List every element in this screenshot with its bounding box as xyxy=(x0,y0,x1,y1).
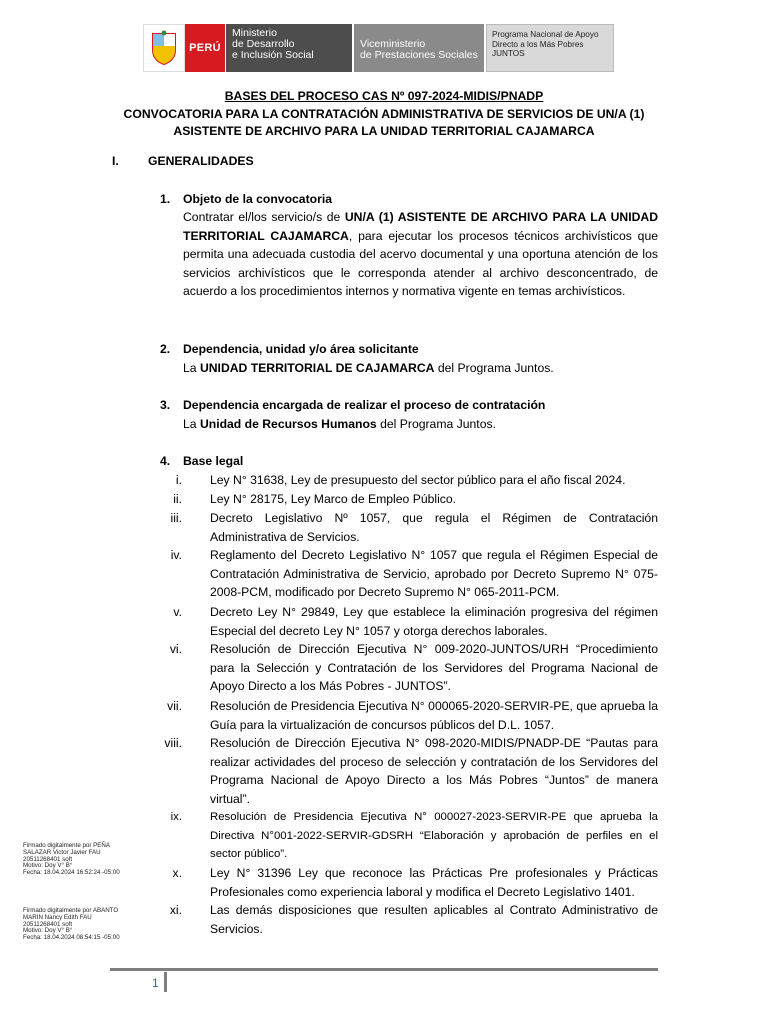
document-title: BASES DEL PROCESO CAS Nº 097-2024-MIDIS/PNADP xyxy=(224,89,544,103)
law-numeral: i. xyxy=(175,473,182,487)
item-body-encargada xyxy=(183,415,658,434)
signature-line: 20511268401 soft xyxy=(23,920,73,928)
law-text: Ley N° 31638, Ley de presupuesto del sector público para el año fiscal 2024. xyxy=(210,473,626,487)
law-text: Resolución de Presidencia Ejecutiva N° 000027-2023-SERVIR-PE que aprueba la Directiva N°001-2022-SERVIR-GDSRH “Elaboración y aprobación de perfiles en el sector público”. xyxy=(210,811,658,860)
law-item xyxy=(150,509,658,546)
text-run: La xyxy=(183,361,200,375)
item-heading-text: Dependencia encargada de realizar el proceso de contratación xyxy=(183,398,546,412)
page-number: 1 xyxy=(152,976,159,990)
peru-logo: PERÚ xyxy=(185,24,225,72)
law-numeral: vii. xyxy=(167,699,182,713)
ministerio-logo xyxy=(225,24,352,72)
item-heading-text: Objeto de la convocatoria xyxy=(183,192,332,206)
signature-line: Motivo: Doy V° B° xyxy=(23,927,73,935)
law-numeral: ii. xyxy=(173,492,182,506)
law-numeral: v. xyxy=(173,605,182,619)
item-heading-dependencia xyxy=(160,340,419,359)
signature-line: Fecha: 18.04.2024 08:54:15 -05:00 xyxy=(23,934,120,942)
ministerio-line: Ministerio xyxy=(232,27,277,39)
text-run: Contratar el/los servicio/s de xyxy=(183,210,345,224)
law-numeral: vi. xyxy=(169,642,182,656)
signature-line: Firmado digitalmente por PEÑA xyxy=(23,842,111,849)
ministerio-line: de Desarrollo xyxy=(232,38,295,50)
header-logos xyxy=(143,24,614,72)
law-text: Resolución de Presidencia Ejecutiva N° 000065-2020-SERVIR-PE, que aprueba la Guía para la virtualización de concursos públicos del D.L. 1057. xyxy=(210,699,658,732)
law-text: Decreto Ley N° 29849, Ley que establece la eliminación progresiva del régimen Especial del decreto Ley N° 1057 y otorga derechos laborales. xyxy=(210,605,658,638)
programa-line: Programa Nacional de Apoyo xyxy=(492,30,599,39)
item-body-dependencia xyxy=(183,359,658,378)
item-body-objeto xyxy=(183,208,658,301)
programa-line: Directo a los Más Pobres xyxy=(492,39,584,49)
item-number: 4. xyxy=(160,454,171,468)
law-item xyxy=(150,901,658,938)
law-text: Decreto Legislativo Nº 1057, que regula el Régimen de Contratación Administrativa de Servicios. xyxy=(210,511,658,544)
law-numeral: x. xyxy=(172,866,182,880)
digital-signature-stamp xyxy=(23,843,120,877)
law-numeral: iii. xyxy=(170,511,182,525)
programa-juntos-logo xyxy=(486,24,614,72)
section-number: I. xyxy=(112,154,119,168)
signature-line: Firmado digitalmente por ABANTO xyxy=(23,907,119,914)
digital-signature-stamp xyxy=(23,908,120,942)
viceministerio-logo xyxy=(354,24,484,72)
law-text: Ley N° 28175, Ley Marco de Empleo Público. xyxy=(210,492,457,506)
item-heading-text: Dependencia, unidad y/o área solicitante xyxy=(183,342,419,356)
law-text: Resolución de Dirección Ejecutiva N° 009-2020-JUNTOS/URH “Procedimiento para la Selección y Contratación de los Servidores del Programa Nacional de Apoyo Directo a los Más Pobres - JUNTOS”. xyxy=(210,642,658,693)
section-label: GENERALIDADES xyxy=(148,154,254,168)
item-number: 1. xyxy=(160,192,171,206)
document-subtitle-line-1: CONVOCATORIA PARA LA CONTRATACIÓN ADMINISTRATIVA DE SERVICIOS DE UN/A (1) xyxy=(123,107,645,121)
law-text: Ley N° 31396 Ley que reconoce las Prácticas Pre profesionales y Prácticas Profesionales como experiencia laboral y modifica el Decreto Legislativo 1401. xyxy=(210,866,658,899)
bold-text-run: UNIDAD TERRITORIAL DE CAJAMARCA xyxy=(199,361,435,375)
law-item xyxy=(150,808,658,864)
bold-text-run: UN/A (1) ASISTENTE DE ARCHIVO PARA LA UNIDAD TERRITORIAL CAJAMARCA xyxy=(183,210,658,243)
viceministerio-line: Viceministerio xyxy=(360,38,426,50)
law-item xyxy=(150,546,658,602)
law-item xyxy=(150,734,658,808)
text-run: del Programa Juntos. xyxy=(434,361,554,375)
programa-line: JUNTOS xyxy=(492,49,525,58)
section-heading xyxy=(112,152,254,171)
item-heading-base-legal xyxy=(160,452,243,471)
law-numeral: viii. xyxy=(164,736,182,750)
text-run: , para ejecutar los procesos técnicos archivísticos que permita una adecuada custodia del acervo documental y una oportuna atención de los servicios archivísticos que le corresponda atender al archivo desconcentrado, de acuerdo a los procedimientos internos y normativa vigente en temas archivísticos. xyxy=(183,228,658,298)
bold-text-run: Unidad de Recursos Humanos xyxy=(199,417,377,431)
law-item xyxy=(150,640,658,696)
signature-line: Motivo: Doy V° B° xyxy=(23,862,73,870)
item-heading-encargada xyxy=(160,396,545,415)
law-text: Reglamento del Decreto Legislativo N° 1057 que regula el Régimen Especial de Contratación Administrativa de Servicio, aprobado por Decreto Supremo N° 075-2008-PCM, modificado por Decreto Supremo N° 065-2011-PCM. xyxy=(210,548,658,599)
law-numeral: iv. xyxy=(170,548,182,562)
item-number: 3. xyxy=(160,398,171,412)
law-item xyxy=(150,490,658,509)
footer-rule xyxy=(110,968,658,971)
law-text: Las demás disposiciones que resulten aplicables al Contrato Administrativo de Servicios. xyxy=(210,903,658,936)
law-numeral: ix. xyxy=(170,811,182,823)
law-text: Resolución de Dirección Ejecutiva N° 098-2020-MIDIS/PNADP-DE “Pautas para realizar actividades del proceso de selección y contratación de los Servidores del Programa Nacional de Apoyo Directo a los Más Pobres “Juntos” de manera virtual”. xyxy=(210,736,658,806)
text-run: La xyxy=(183,417,200,431)
viceministerio-line: de Prestaciones Sociales xyxy=(360,49,478,61)
signature-line: 20511268401 soft xyxy=(23,855,73,863)
ministerio-line: e Inclusión Social xyxy=(232,49,314,61)
page-number-divider xyxy=(164,972,167,992)
item-heading-text: Base legal xyxy=(183,454,244,468)
signature-line: SALAZAR Victor Javier FAU xyxy=(23,848,101,856)
document-subtitle-line-2: ASISTENTE DE ARCHIVO PARA LA UNIDAD TERRITORIAL CAJAMARCA xyxy=(173,124,595,138)
law-item xyxy=(150,471,658,490)
signature-line: MARIN Nancy Edith FAU xyxy=(23,913,92,921)
signature-line: Fecha: 18.04.2024 16:52:24 -05:00 xyxy=(23,869,120,877)
law-item xyxy=(150,697,658,734)
law-item xyxy=(150,864,658,901)
text-run: del Programa Juntos. xyxy=(376,417,496,431)
peru-coat-of-arms-icon xyxy=(143,24,185,72)
law-item xyxy=(150,603,658,640)
law-numeral: xi. xyxy=(169,903,182,917)
item-heading-objeto xyxy=(160,190,332,209)
item-number: 2. xyxy=(160,342,171,356)
